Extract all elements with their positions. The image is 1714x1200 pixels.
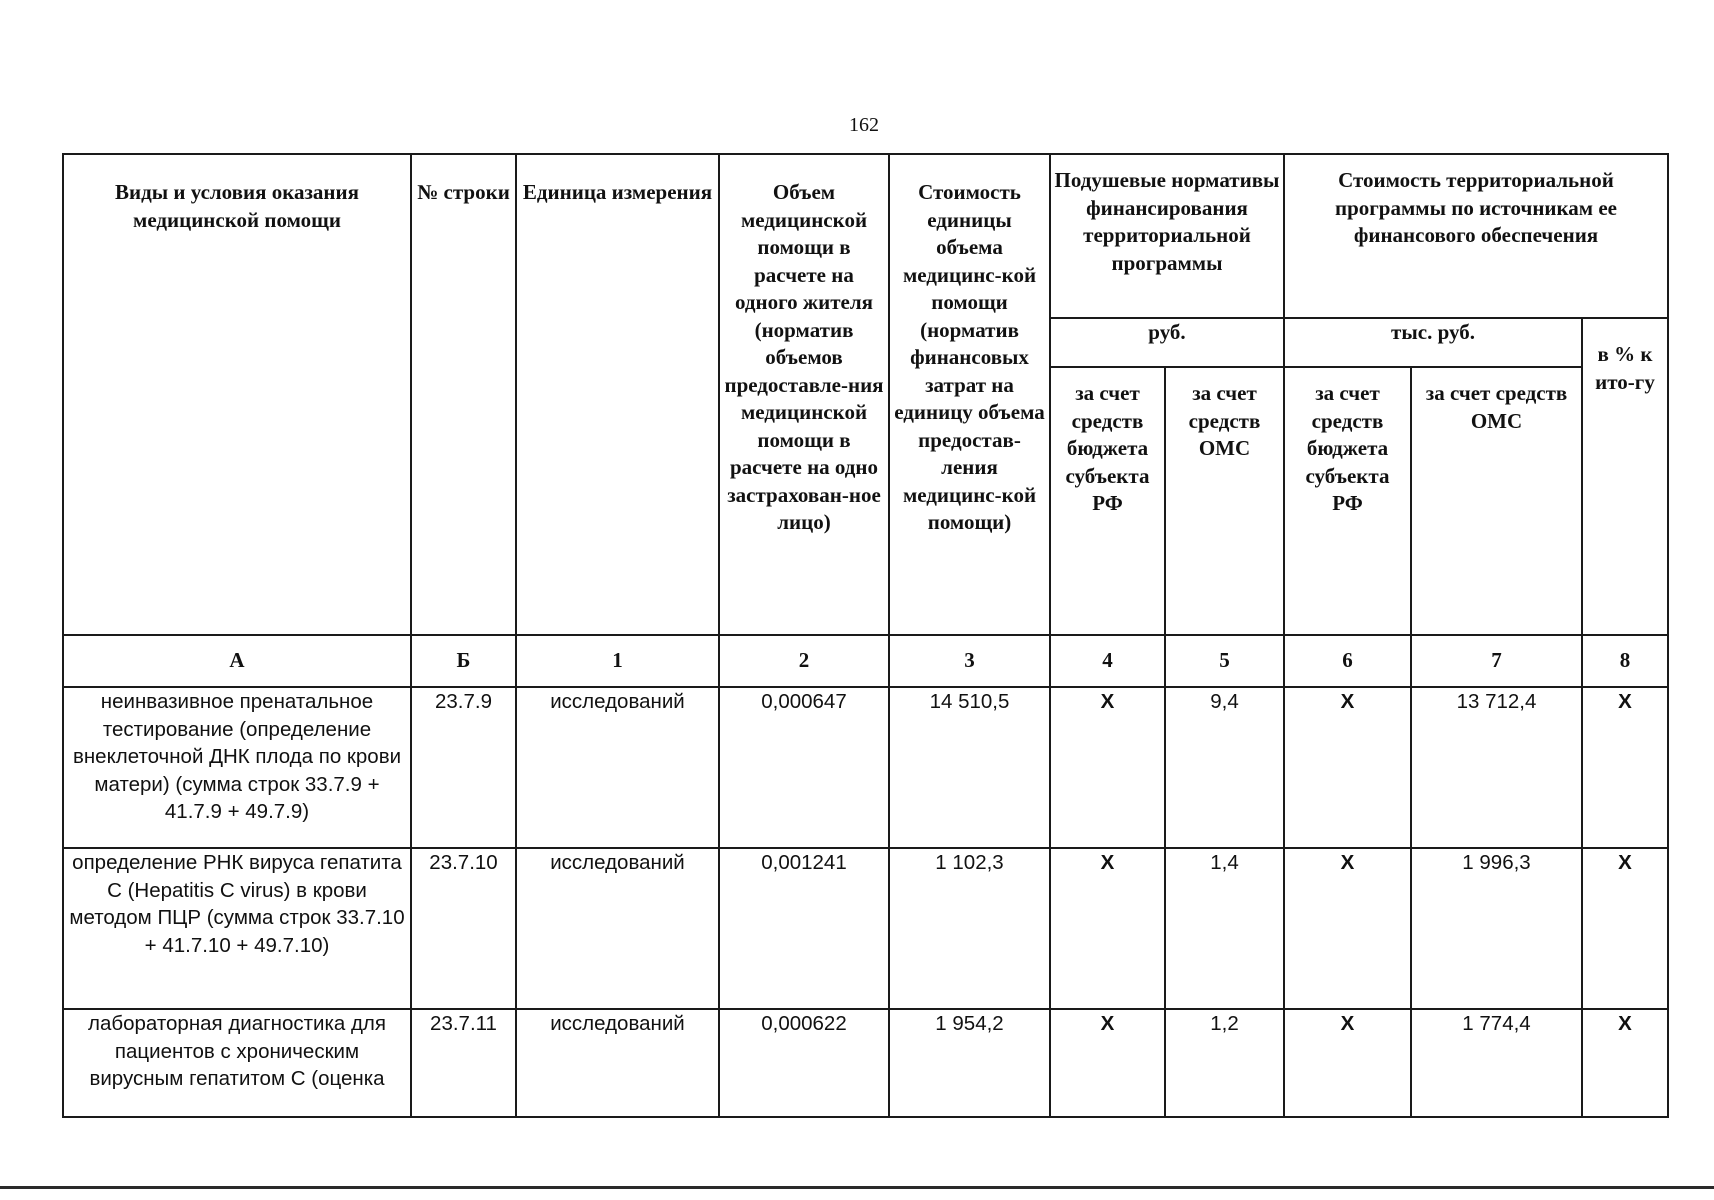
row-unit: исследований: [516, 1009, 719, 1117]
column-index: 2: [719, 635, 889, 687]
header-unit-rub: руб.: [1050, 318, 1284, 367]
table-row: [63, 687, 1668, 848]
column-index: Б: [411, 635, 516, 687]
header-per-capita-budget: за счет средств бюджета субъекта РФ: [1050, 367, 1165, 635]
row-cost-oms: 13 712,4: [1411, 687, 1582, 848]
row-cost-budget: Х: [1284, 687, 1411, 848]
row-cost-budget: Х: [1284, 848, 1411, 1009]
header-care-types: Виды и условия оказания медицинской помощи: [63, 154, 411, 635]
row-cost-oms: 1 996,3: [1411, 848, 1582, 1009]
row-per-capita-oms: 1,2: [1165, 1009, 1284, 1117]
header-unit-cost: Стоимость единицы объема медицинс-кой помощи (норматив финансовых затрат на единицу объема предостав-ления медицинс-кой помощи): [889, 154, 1050, 635]
row-name: лабораторная диагностика для пациентов с хроническим вирусным гепатитом C (оценка: [63, 1009, 411, 1117]
row-per-capita-budget: Х: [1050, 1009, 1165, 1117]
row-percent: Х: [1582, 848, 1668, 1009]
table-header: [63, 154, 1668, 687]
page-number: 162: [849, 114, 879, 136]
row-percent: Х: [1582, 1009, 1668, 1117]
row-unit-cost: 14 510,5: [889, 687, 1050, 848]
header-per-capita-group: Подушевые нормативы финансирования территориальной программы: [1050, 154, 1284, 318]
financing-table: [62, 153, 1669, 1118]
header-volume: Объем медицинской помощи в расчете на одного жителя (норматив объемов предоставле-ния медицинской помощи в расчете на одно застрахован-ное лицо): [719, 154, 889, 635]
page-bottom-rule: [0, 1186, 1714, 1189]
row-name: определение РНК вируса гепатита C (Hepatitis C virus) в крови методом ПЦР (сумма строк 33.7.10 + 41.7.10 + 49.7.10): [63, 848, 411, 1009]
header-cost-oms: за счет средств ОМС: [1411, 367, 1582, 635]
row-unit-cost: 1 954,2: [889, 1009, 1050, 1117]
table-body: [63, 687, 1668, 1117]
row-name: неинвазивное пренатальное тестирование (определение внеклеточной ДНК плода по крови матери) (сумма строк 33.7.9 + 41.7.9 + 49.7.9): [63, 687, 411, 848]
header-percent-total: в % к ито-гу: [1582, 318, 1668, 635]
header-per-capita-oms: за счет средств ОМС: [1165, 367, 1284, 635]
table-row: [63, 848, 1668, 1009]
column-index-row: [63, 635, 1668, 687]
row-line-number: 23.7.9: [411, 687, 516, 848]
row-volume: 0,000647: [719, 687, 889, 848]
column-index: 3: [889, 635, 1050, 687]
row-per-capita-oms: 1,4: [1165, 848, 1284, 1009]
table-row: [63, 1009, 1668, 1117]
column-index: 1: [516, 635, 719, 687]
column-index: А: [63, 635, 411, 687]
row-volume: 0,000622: [719, 1009, 889, 1117]
header-unit-thousand-rub: тыс. руб.: [1284, 318, 1582, 367]
column-index: 4: [1050, 635, 1165, 687]
row-percent: Х: [1582, 687, 1668, 848]
header-line-number: № строки: [411, 154, 516, 635]
row-unit: исследований: [516, 687, 719, 848]
row-line-number: 23.7.10: [411, 848, 516, 1009]
header-cost-budget: за счет средств бюджета субъекта РФ: [1284, 367, 1411, 635]
row-line-number: 23.7.11: [411, 1009, 516, 1117]
column-index: 6: [1284, 635, 1411, 687]
row-per-capita-budget: Х: [1050, 848, 1165, 1009]
row-unit: исследований: [516, 848, 719, 1009]
column-index: 5: [1165, 635, 1284, 687]
row-volume: 0,001241: [719, 848, 889, 1009]
column-index: 8: [1582, 635, 1668, 687]
row-cost-oms: 1 774,4: [1411, 1009, 1582, 1117]
header-cost-group: Стоимость территориальной программы по источникам ее финансового обеспечения: [1284, 154, 1668, 318]
header-unit: Единица измерения: [516, 154, 719, 635]
row-unit-cost: 1 102,3: [889, 848, 1050, 1009]
row-cost-budget: Х: [1284, 1009, 1411, 1117]
column-index: 7: [1411, 635, 1582, 687]
row-per-capita-budget: Х: [1050, 687, 1165, 848]
row-per-capita-oms: 9,4: [1165, 687, 1284, 848]
